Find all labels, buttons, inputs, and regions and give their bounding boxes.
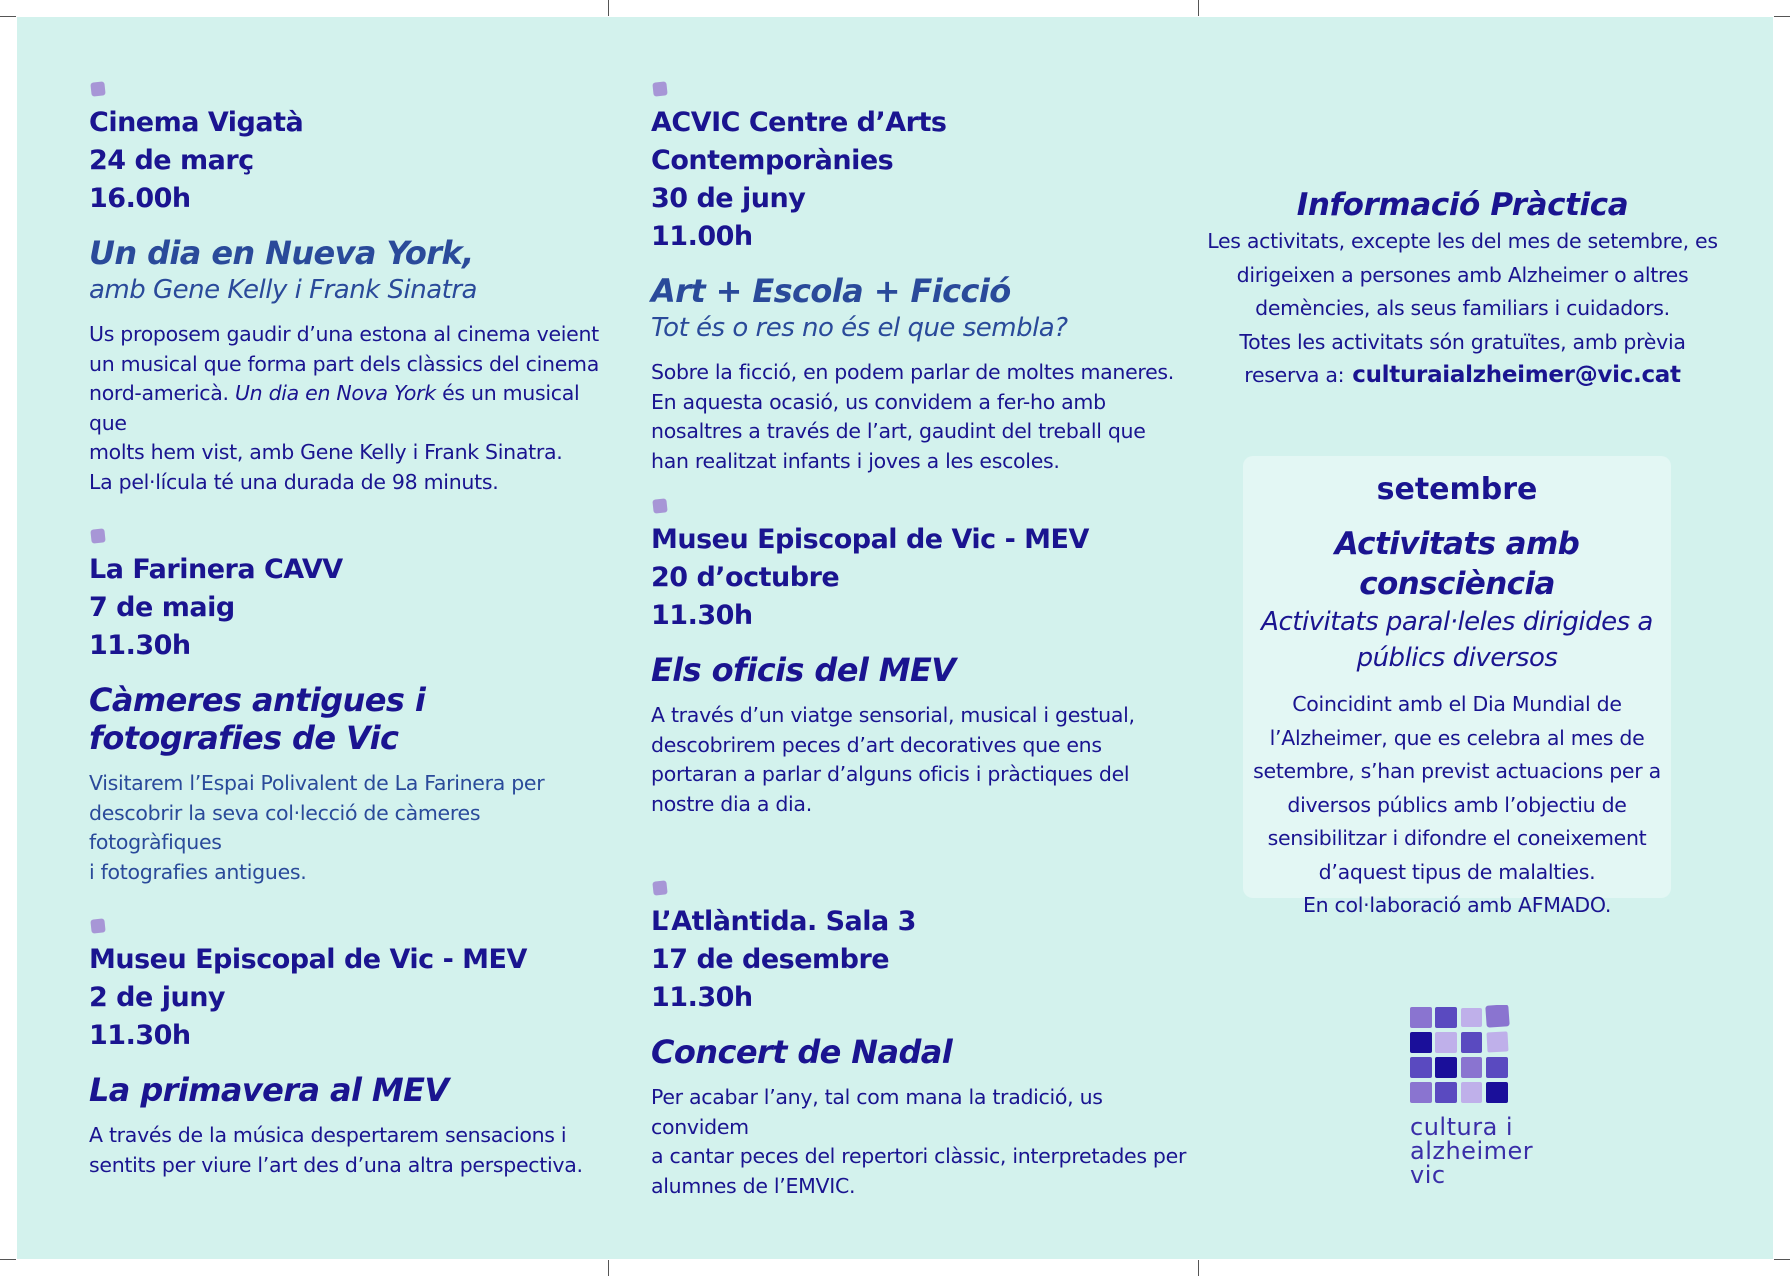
description-line: setembre, s’han previst actuacions per a bbox=[1253, 759, 1661, 783]
description-line: d’aquest tipus de malalties. bbox=[1318, 859, 1596, 884]
logo-line: cultura i bbox=[1410, 1113, 1514, 1141]
description-line: Sobre la ficció, en podem parlar de moltes maneres. bbox=[651, 360, 1174, 384]
practical-heading: Informació Pràctica bbox=[1296, 187, 1629, 223]
event-la-farinera bbox=[89, 529, 609, 887]
event-venue: Museu Episcopal de Vic - MEV bbox=[89, 944, 527, 975]
event-acvic bbox=[651, 82, 1191, 476]
september-description bbox=[1243, 688, 1671, 923]
crop-mark bbox=[0, 1259, 16, 1260]
practical-line: dirigeixen a persones amb Alzheimer o altres bbox=[1236, 262, 1689, 287]
description-line: alumnes de l’EMVIC. bbox=[651, 1173, 856, 1198]
event-atlantida bbox=[651, 881, 1191, 1201]
cultura-alzheimer-logo bbox=[1410, 1005, 1533, 1187]
description-line: descobrir la seva col·lecció de càmeres fotogràfiques bbox=[89, 800, 481, 854]
crop-mark bbox=[1198, 1260, 1199, 1276]
event-title: Els oficis del MEV bbox=[651, 651, 956, 689]
event-date: 2 de juny bbox=[89, 982, 226, 1013]
event-date: 7 de maig bbox=[89, 592, 235, 623]
subtitle-line: Activitats paral·leles dirigides a bbox=[1261, 607, 1653, 637]
description-line: diversos públics amb l’objectiu de bbox=[1287, 792, 1627, 817]
september-heading: setembre bbox=[1376, 472, 1538, 507]
contact-email-link[interactable]: culturaialzheimer@vic.cat bbox=[1352, 362, 1681, 388]
description-line: nosaltres a través de l’art, gaudint del treball que bbox=[651, 419, 1146, 443]
reserve-label: reserva a: bbox=[1244, 363, 1345, 387]
event-subtitle: amb Gene Kelly i Frank Sinatra bbox=[89, 275, 477, 305]
description-line: nostre dia a dia. bbox=[651, 791, 812, 816]
event-title: La primavera al MEV bbox=[89, 1071, 449, 1109]
description-line: En aquesta ocasió, us convidem a fer-ho amb bbox=[651, 389, 1106, 414]
description-line: sentits per viure l’art des d’una altra perspectiva. bbox=[89, 1152, 583, 1177]
crop-mark bbox=[1198, 0, 1199, 16]
event-title: Un dia en Nueva York, bbox=[89, 234, 474, 272]
event-title: Concert de Nadal bbox=[651, 1033, 953, 1071]
september-subtitle bbox=[1243, 604, 1671, 676]
description-line: A través de la música despertarem sensacions i bbox=[89, 1123, 567, 1147]
practical-line: Totes les activitats són gratuïtes, amb prèvia bbox=[1239, 329, 1686, 354]
practical-reserve-line bbox=[1205, 359, 1720, 393]
description-line: sensibilitzar i difondre el coneixement bbox=[1267, 826, 1647, 850]
event-mev-october bbox=[651, 499, 1191, 819]
subtitle-line: públics diversos bbox=[1356, 643, 1558, 673]
event-time: 11.00h bbox=[651, 221, 753, 252]
event-venue: Museu Episcopal de Vic - MEV bbox=[651, 524, 1089, 555]
event-venue: L’Atlàntida. Sala 3 bbox=[651, 906, 916, 937]
description-line: Coincidint amb el Dia Mundial de bbox=[1292, 692, 1622, 716]
september-box bbox=[1243, 456, 1671, 917]
event-date: 24 de març bbox=[89, 145, 254, 176]
description-line: A través d’un viatge sensorial, musical i gestual, bbox=[651, 703, 1135, 727]
event-time: 11.30h bbox=[89, 630, 191, 661]
logo-wordmark bbox=[1410, 1115, 1533, 1187]
description-line: un musical que forma part dels clàssics del cinema bbox=[89, 351, 599, 376]
event-title: Art + Escola + Ficció bbox=[651, 272, 1011, 310]
event-date: 20 d’octubre bbox=[651, 562, 840, 593]
title-line: Càmeres antigues i bbox=[89, 681, 426, 719]
event-cinema-vigata bbox=[89, 82, 609, 497]
description-line bbox=[89, 379, 609, 438]
description-text: és un musical que bbox=[89, 381, 580, 435]
bullet-marker-icon bbox=[652, 81, 667, 96]
event-time: 16.00h bbox=[89, 183, 191, 214]
description-line: han realitzat infants i joves a les escoles. bbox=[651, 448, 1060, 473]
event-description bbox=[89, 1121, 609, 1180]
description-line: portaran a parlar d’alguns oficis i pràctiques del bbox=[651, 762, 1130, 786]
title-line: fotografies de Vic bbox=[89, 719, 399, 757]
crop-mark bbox=[1774, 16, 1790, 17]
crop-mark bbox=[1774, 1259, 1790, 1260]
event-mev-june bbox=[89, 919, 609, 1180]
description-line: Per acabar l’any, tal com mana la tradició, us convidem bbox=[651, 1085, 1103, 1139]
bullet-marker-icon bbox=[90, 81, 105, 96]
event-description bbox=[651, 701, 1191, 819]
event-date: 17 de desembre bbox=[651, 944, 890, 975]
event-description bbox=[89, 769, 609, 887]
september-title: Activitats amb consciència bbox=[1334, 526, 1580, 602]
practical-info bbox=[1205, 185, 1720, 393]
film-title: Un dia en Nova York bbox=[234, 381, 436, 405]
event-time: 11.30h bbox=[651, 600, 753, 631]
event-date: 30 de juny bbox=[651, 183, 806, 214]
crop-mark bbox=[608, 1260, 609, 1276]
practical-line: Les activitats, excepte les del mes de setembre, es bbox=[1207, 229, 1718, 253]
crop-mark bbox=[0, 16, 16, 17]
description-line: descobrirem peces d’art decoratives que ens bbox=[651, 732, 1102, 757]
description-line: a cantar peces del repertori clàssic, interpretades per bbox=[651, 1144, 1187, 1168]
description-line: l’Alzheimer, que es celebra al mes de bbox=[1269, 725, 1645, 750]
event-time: 11.30h bbox=[89, 1020, 191, 1051]
event-description bbox=[651, 1083, 1191, 1201]
event-time: 11.30h bbox=[651, 982, 753, 1013]
logo-line: vic bbox=[1410, 1161, 1446, 1189]
event-venue: La Farinera CAVV bbox=[89, 554, 343, 585]
practical-line: demències, als seus familiars i cuidadors. bbox=[1255, 296, 1670, 320]
logo-line: alzheimer bbox=[1410, 1137, 1534, 1165]
description-line: Us proposem gaudir d’una estona al cinema veient bbox=[89, 322, 599, 346]
description-line: i fotografies antigues. bbox=[89, 859, 307, 884]
event-description bbox=[89, 320, 609, 497]
bullet-marker-icon bbox=[652, 498, 667, 513]
event-title bbox=[89, 681, 609, 757]
event-venue: Cinema Vigatà bbox=[89, 107, 304, 138]
description-text: nord-americà. bbox=[89, 381, 235, 405]
description-line: La pel·lícula té una durada de 98 minuts. bbox=[89, 469, 499, 494]
bullet-marker-icon bbox=[90, 918, 105, 933]
event-subtitle: Tot és o res no és el que sembla? bbox=[651, 313, 1068, 343]
crop-mark bbox=[608, 0, 609, 16]
logo-grid-icon bbox=[1410, 1005, 1512, 1107]
description-line: molts hem vist, amb Gene Kelly i Frank Sinatra. bbox=[89, 440, 563, 464]
description-line: En col·laboració amb AFMADO. bbox=[1302, 893, 1612, 917]
bullet-marker-icon bbox=[90, 528, 105, 543]
description-line: Visitarem l’Espai Polivalent de La Farinera per bbox=[89, 771, 545, 795]
event-venue: ACVIC Centre d’Arts Contemporànies bbox=[651, 107, 947, 176]
bullet-marker-icon bbox=[652, 880, 667, 895]
event-description bbox=[651, 358, 1191, 476]
